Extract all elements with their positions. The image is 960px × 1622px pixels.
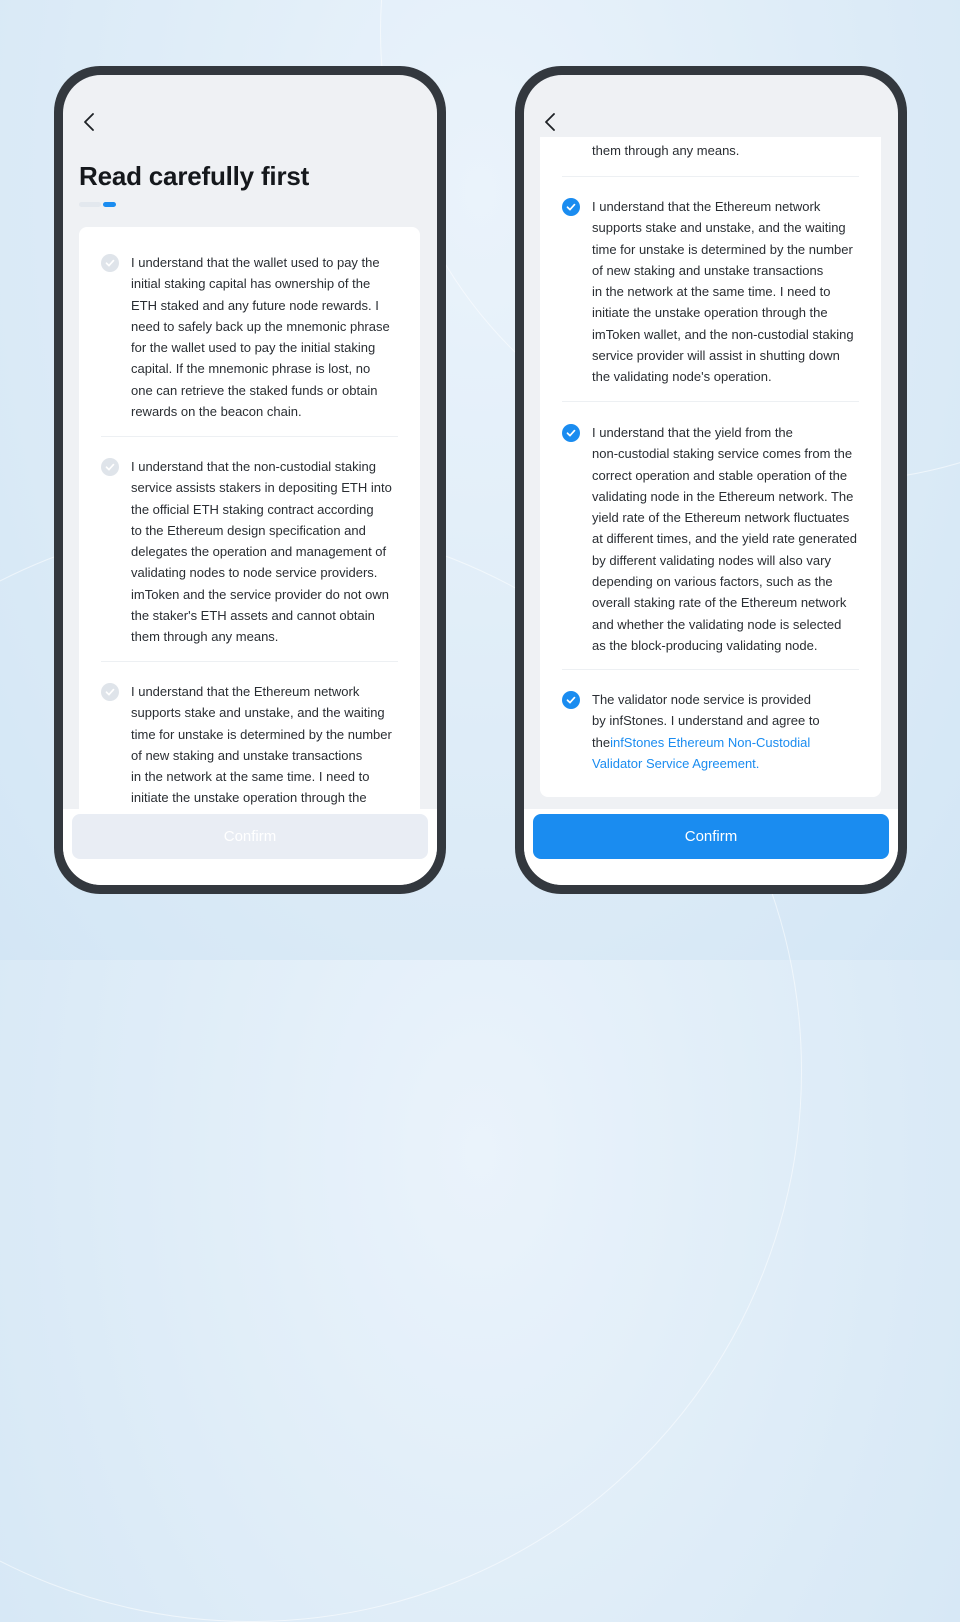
agreement-text: I understand that the wallet used to pay the initial staking capital has ownership of the ETH staked and any future node rewards. I need to safely back up the mnemonic phrase for the wallet used to pay the initial staking capital. If the mnemonic phrase is lost, no one can retrieve the staked funds or obtain rewards on the beacon chain.	[131, 255, 390, 420]
checkbox-checked[interactable]	[562, 691, 580, 709]
agreement-text: I understand that the Ethereum network supports stake and unstake, and the waiting time for unstake is determined by the number of new staking and unstake transactions in the network at the same time. I need to initiate the unstake operation through the	[131, 684, 392, 806]
agreement-item[interactable]	[562, 422, 859, 656]
divider	[101, 436, 398, 437]
confirm-button[interactable]: Confirm	[533, 814, 889, 859]
divider	[562, 401, 859, 402]
check-icon	[565, 694, 577, 706]
agreement-item[interactable]	[101, 681, 398, 809]
check-icon	[565, 427, 577, 439]
screen-read-carefully	[63, 75, 437, 885]
agreement-text-partial: them through any means.	[592, 143, 740, 158]
checkbox[interactable]	[101, 254, 119, 272]
agreement-text	[592, 689, 859, 774]
step-progress-indicator	[79, 202, 119, 207]
page-title: Read carefully first	[79, 161, 310, 191]
checkbox-checked[interactable]	[562, 198, 580, 216]
checkbox-checked[interactable]	[562, 424, 580, 442]
chevron-left-icon	[77, 109, 103, 135]
back-button[interactable]	[77, 109, 103, 135]
checkbox[interactable]	[101, 458, 119, 476]
progress-track	[79, 202, 101, 207]
screen-agreement-scrolled	[524, 75, 898, 885]
footer-bar	[524, 809, 898, 885]
agreement-item[interactable]	[562, 196, 859, 388]
phone-frame-left	[54, 66, 446, 894]
agreement-text-before-link: The validator node service is provided by infStones. I understand and agree to the	[592, 692, 820, 750]
check-icon	[104, 461, 116, 473]
divider	[562, 176, 859, 177]
agreement-text: I understand that the Ethereum network supports stake and unstake, and the waiting time for unstake is determined by the number of new staking and unstake transactions in the network at the same time. I need to initiate the unstake operation through the imToken wallet, and the non-custodial staking service provider will assist in shutting down the validating node's operation.	[592, 199, 854, 385]
agreement-item[interactable]	[101, 456, 398, 648]
check-icon	[104, 257, 116, 269]
agreement-list	[79, 227, 420, 827]
agreement-text: I understand that the yield from the non-custodial staking service comes from the correct operation and stable operation of the validating node in the Ethereum network. The yield rate of the Ethereum network fluctuates at different times, and the yield rate generated by different validating nodes will also vary depending on various factors, such as the overall staking rate of the Ethereum network and whether the validating node is selected as the block-producing validating node.	[592, 425, 857, 653]
agreement-item[interactable]	[562, 689, 859, 774]
back-button[interactable]	[538, 109, 564, 135]
agreement-item[interactable]	[101, 252, 398, 422]
footer-bar	[63, 809, 437, 885]
check-icon	[565, 201, 577, 213]
service-agreement-link[interactable]: infStones Ethereum Non-Custodial Validator Service Agreement.	[592, 734, 811, 771]
phone-frame-right	[515, 66, 907, 894]
checkbox[interactable]	[101, 683, 119, 701]
divider	[562, 669, 859, 670]
confirm-button[interactable]: Confirm	[72, 814, 428, 859]
agreement-list	[540, 137, 881, 797]
chevron-left-icon	[538, 109, 564, 135]
progress-fill	[103, 202, 116, 207]
divider	[101, 661, 398, 662]
agreement-text: I understand that the non-custodial staking service assists stakers in depositing ETH into the official ETH staking contract according to the Ethereum design specification and delegates the operation and management of validating nodes to node service providers. imToken and the service provider do not own the staker's ETH assets and cannot obtain them through any means.	[131, 459, 392, 645]
check-icon	[104, 686, 116, 698]
